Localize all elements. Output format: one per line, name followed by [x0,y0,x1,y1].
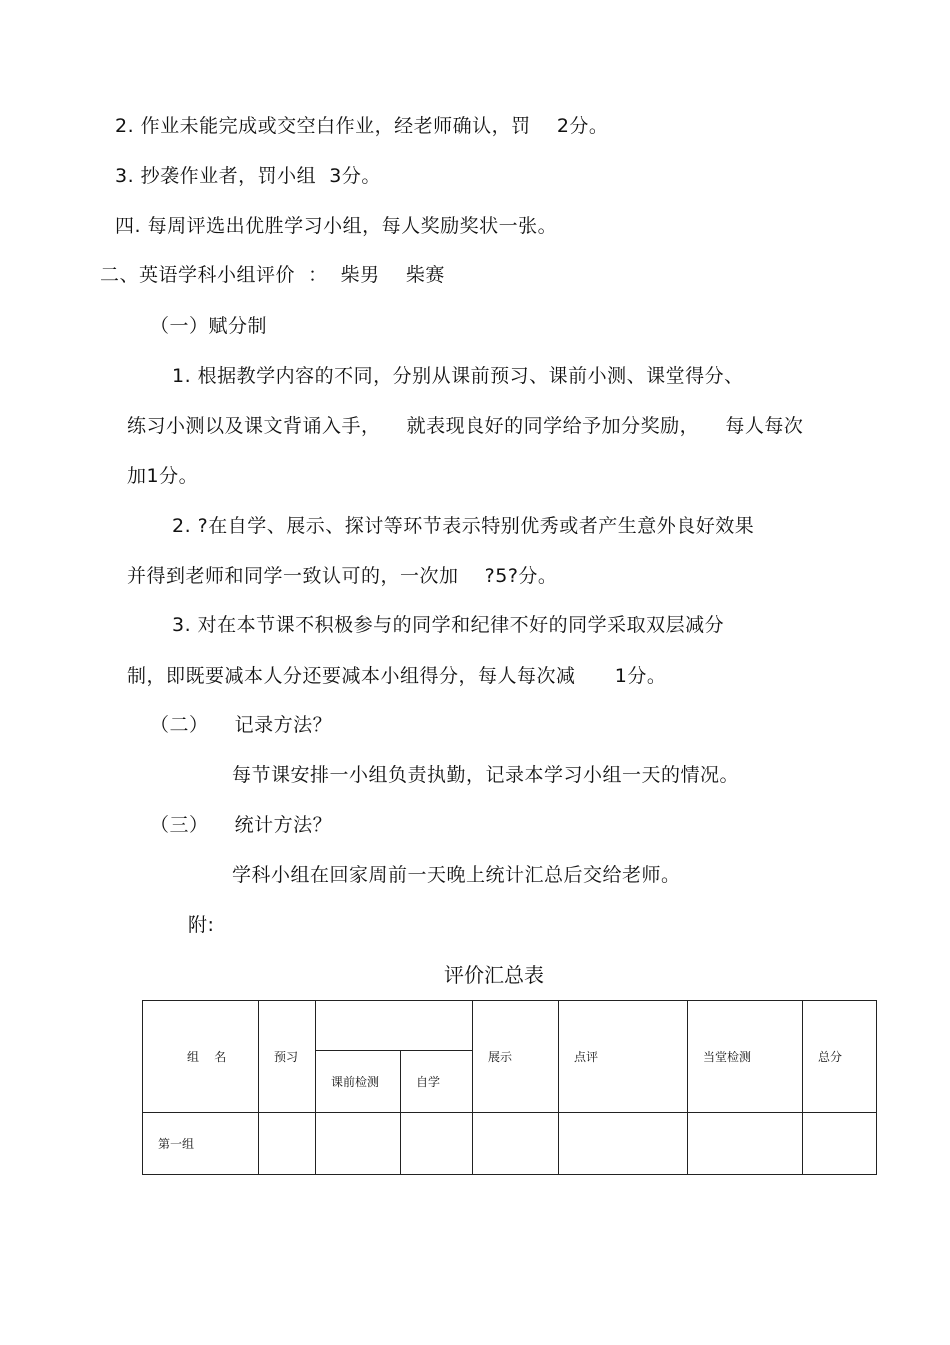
section-heading-english: 二、英语学科小组评价 ： 柴男 柴赛 [100,264,445,286]
text-line-9: 2. ?在自学、展示、探讨等环节表示特别优秀或者产生意外良好效果 [172,515,755,537]
header-comment: 点评 [559,1001,688,1113]
header-total: 总分 [803,1001,877,1113]
row-group-label: 第一组 [143,1113,259,1175]
table-cell [473,1113,559,1175]
text-line-12: 制，即既要减本人分还要减本小组得分，每人每次减 1分。 [127,665,667,687]
header-pre-test: 课前检测 [316,1051,401,1113]
evaluation-summary-table [142,1000,877,1175]
table-cell [401,1113,473,1175]
table-cell [259,1113,316,1175]
text-line-6: 1. 根据教学内容的不同，分别从课前预习、课前小测、课堂得分、 [172,365,744,387]
header-class-test: 当堂检测 [688,1001,803,1113]
header-self-study: 自学 [401,1051,473,1113]
text-line-2: 3. 抄袭作业者，罚小组 3分。 [115,165,381,187]
header-group-name: 组 名 [143,1001,259,1113]
subsection-heading-1: （一）赋分制 [150,315,268,337]
table-cell [688,1113,803,1175]
table-cell [803,1113,877,1175]
table-row [143,1113,877,1175]
header-preview: 预习 [259,1001,316,1113]
table-cell [316,1113,401,1175]
table-cell [559,1113,688,1175]
header-display: 展示 [473,1001,559,1113]
table-header-row [143,1001,877,1051]
table-title: 评价汇总表 [444,963,544,987]
text-line-7: 练习小测以及课文背诵入手， 就表现良好的同学给予加分奖励， 每人每次 [127,415,804,437]
subsection-heading-2: （二） 记录方法？ [150,714,333,736]
text-line-8: 加1分。 [127,465,199,487]
text-line-16: 学科小组在回家周前一天晚上统计汇总后交给老师。 [232,864,681,886]
text-line-11: 3. 对在本节课不积极参与的同学和纪律不好的同学采取双层减分 [172,614,725,636]
text-line-1: 2. 作业未能完成或交空白作业，经老师确认，罚 2分。 [115,115,609,137]
header-merged-blank [316,1001,473,1051]
text-line-10: 并得到老师和同学一致认可的，一次加 ?5?分。 [127,565,558,587]
appendix-label: 附: [188,914,215,936]
subsection-heading-3: （三） 统计方法？ [150,814,333,836]
text-line-3: 四. 每周评选出优胜学习小组，每人奖励奖状一张。 [115,215,558,237]
text-line-14: 每节课安排一小组负责执勤，记录本学习小组一天的情况。 [232,764,740,786]
